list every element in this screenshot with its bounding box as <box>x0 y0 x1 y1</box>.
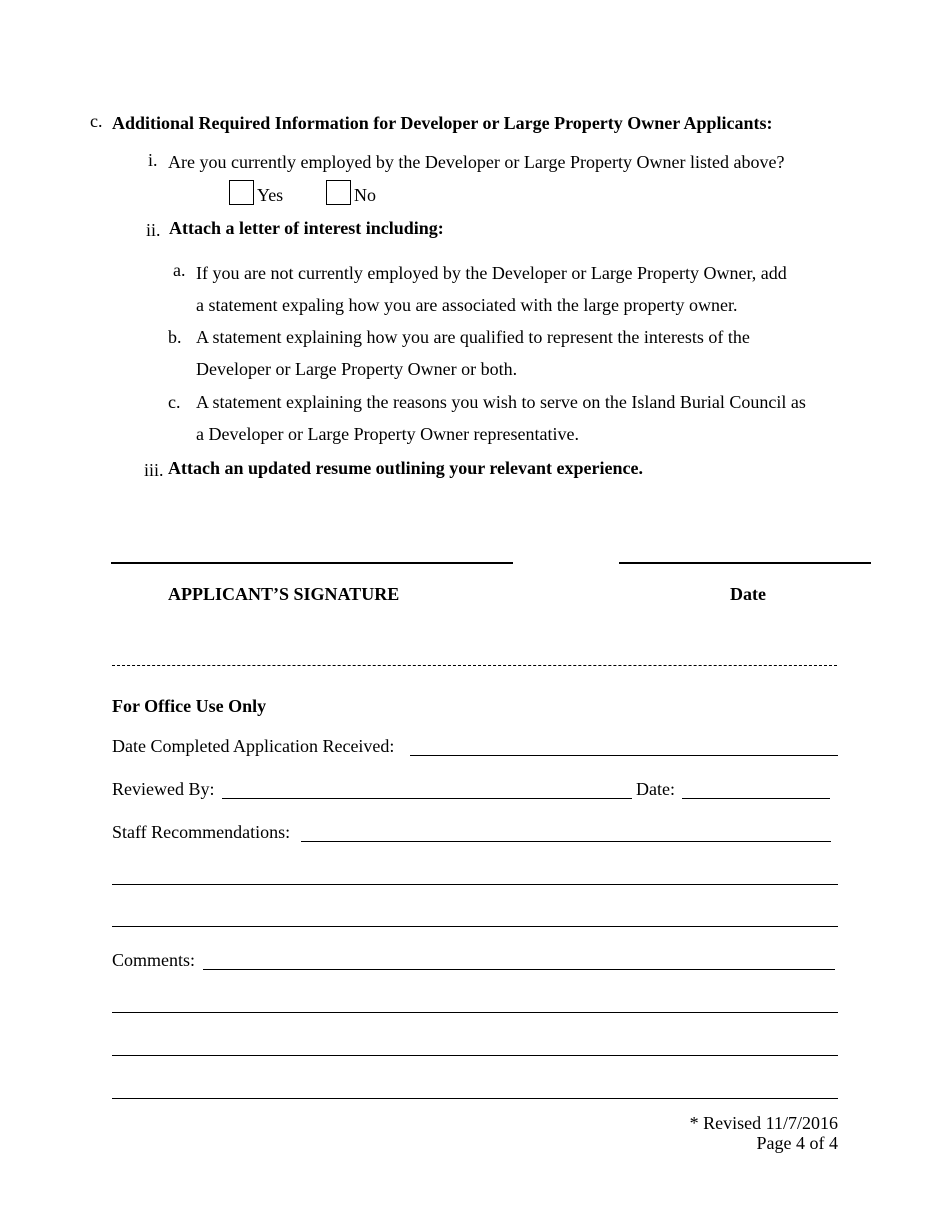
reviewed-date-field[interactable] <box>682 798 830 799</box>
yes-checkbox[interactable] <box>229 180 254 205</box>
applicant-signature-label: APPLICANT’S SIGNATURE <box>168 584 400 604</box>
staff-recommendations-label: Staff Recommendations: <box>112 822 291 842</box>
office-separator <box>112 665 837 666</box>
item-ii-heading: Attach a letter of interest including: <box>169 218 444 238</box>
date-received-field[interactable] <box>410 755 838 756</box>
office-use-heading: For Office Use Only <box>112 696 267 716</box>
date-received-label: Date Completed Application Received: <box>112 736 395 756</box>
signature-date-label: Date <box>730 584 766 604</box>
signature-date-line[interactable] <box>619 562 871 564</box>
staff-recommendations-line-2[interactable] <box>112 884 838 885</box>
revised-date: * Revised 11/7/2016 <box>689 1113 838 1133</box>
subitem-c-line1: A statement explaining the reasons you wish to serve on the Island Burial Council as <box>196 392 806 412</box>
no-checkbox[interactable] <box>326 180 351 205</box>
reviewed-by-field[interactable] <box>222 798 632 799</box>
item-i-question: Are you currently employed by the Developer or Large Property Owner listed above? <box>168 152 785 172</box>
comments-label: Comments: <box>112 950 196 970</box>
item-ii-marker: ii. <box>146 220 161 240</box>
comments-field[interactable] <box>203 969 835 970</box>
staff-recommendations-field[interactable] <box>301 841 831 842</box>
section-c-marker: c. <box>90 111 103 131</box>
item-iii-text: Attach an updated resume outlining your relevant experience. <box>168 458 643 478</box>
subitem-c-marker: c. <box>168 392 181 412</box>
item-iii-marker: iii. <box>144 460 164 480</box>
comments-line-3[interactable] <box>112 1055 838 1056</box>
comments-line-2[interactable] <box>112 1012 838 1013</box>
comments-line-4[interactable] <box>112 1098 838 1099</box>
reviewed-date-label: Date: <box>636 779 675 799</box>
subitem-b-marker: b. <box>168 327 182 347</box>
staff-recommendations-line-3[interactable] <box>112 926 838 927</box>
subitem-a-line2: a statement expaling how you are associated with the large property owner. <box>196 295 738 315</box>
page-number: Page 4 of 4 <box>756 1133 838 1153</box>
subitem-a-marker: a. <box>173 260 186 280</box>
yes-label: Yes <box>257 185 284 205</box>
item-i-marker: i. <box>148 150 158 170</box>
section-c-heading: Additional Required Information for Developer or Large Property Owner Applicants: <box>112 113 773 133</box>
subitem-b-line2: Developer or Large Property Owner or both. <box>196 359 518 379</box>
subitem-b-line1: A statement explaining how you are qualified to represent the interests of the <box>196 327 750 347</box>
no-label: No <box>354 185 376 205</box>
subitem-c-line2: a Developer or Large Property Owner representative. <box>196 424 580 444</box>
subitem-a-line1: If you are not currently employed by the Developer or Large Property Owner, add <box>196 263 787 283</box>
reviewed-by-label: Reviewed By: <box>112 779 215 799</box>
applicant-signature-line[interactable] <box>111 562 513 564</box>
